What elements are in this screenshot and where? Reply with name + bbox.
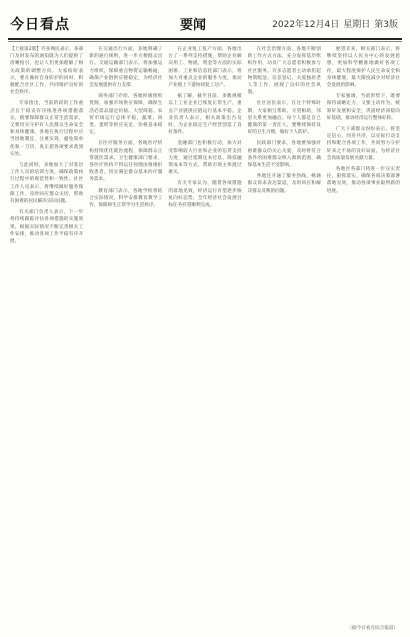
article-paragraph: 在医疗服务方面，各地医疗机构持续优化就医流程，保障群众正常就医需求。卫生健康部门要求，各医疗机构不得以任何理由推诿拒收患者，切实满足群众基本医疗服务需求。: [89, 141, 163, 183]
issue-weekday: 星期日: [343, 20, 371, 30]
article-paragraph: 展望未来，相关部门表示，将继续坚持以人民为中心的发展思想，更加科学精准地做好各项工作，最大程度保护人民生命安全和身体健康，最大限度减少对经济社会发展的影响。: [326, 47, 400, 89]
article-paragraph: 有关专家认为，随着各项措施的落地见效，经济运行有望逐步恢复向好态势，全年经济社会发展目标任务有望顺利完成。: [168, 181, 242, 209]
article-paragraph: 在企业复工复产方面，各地出台了一系列支持措施，帮助企业解决用工、物流、资金等方面的实际困难。工业和信息化部门表示，将加大对重点企业的服务力度，推动产业链上下游协同复工达产。: [168, 47, 242, 89]
article-paragraph: 有关部门负责人表示，下一步将持续跟踪评估各项措施的实施效果，根据实际情况不断完善相关工作安排，推动各项工作平稳有序开展。: [10, 210, 84, 245]
article-column-2: [89, 46, 162, 626]
masthead-rule: [8, 38, 402, 40]
article-column-3: [168, 46, 241, 626]
article-paragraph: 各地区各部门将进一步压实责任，狠抓落实，确保各项决策部署落地见效，推动各项事业取得新的进展。: [326, 167, 400, 194]
article-column-1: [10, 46, 83, 626]
masthead-rule-thin: [8, 41, 402, 42]
article-paragraph: 金融部门也积极行动，加大对受影响较大行业和企业的信贷支持力度，通过延期还本付息、降低融资成本等方式，帮助市场主体渡过难关。: [168, 141, 242, 176]
article-paragraph: 各地还开通了服务热线，畅通群众诉求表达渠道，及时回应和解决群众反映的问题。: [247, 174, 321, 194]
article-paragraph: 教育部门表示，各地学校将结合实际情况，科学安排教育教学工作，保障师生正常学习生活秩序。: [89, 188, 163, 209]
article-paragraph: 在交通出行方面，多地明确了新的通行规则，进一步方便群众出行。交通运输部门表示，将加强运力组织，保障重点物资运输畅通，确保产业链供应链稳定，为经济社会发展提供有力支撑。: [89, 47, 163, 89]
article-paragraph: 在社会治理方面，各地不断创新工作方式方法，充分发挥基层组织作用，动员广大志愿者积极参与社区服务。许多志愿者主动承担起物资配送、信息登记、关爱独居老人等工作，展现了良好的社会风貌。: [247, 47, 321, 96]
article-columns: [10, 46, 400, 626]
article-paragraph: 专家强调，当前形势下，既要保持战略定力，又要主动作为，统筹好发展和安全，巩固经济回稳向好基础，推动经济运行整体好转。: [326, 94, 400, 121]
source-note: （据今日看点综合报道）: [347, 626, 398, 631]
article-paragraph: 与此同时，多地加大了对基层工作人员的培训力度，确保政策执行过程中的规范性和一致性。社区工作人员表示，将继续做好服务保障工作，及时回应群众关切，帮助有困难的居民解决实际问题。: [10, 163, 84, 205]
masthead: [0, 0, 410, 44]
article-paragraph: 社区居民表示，在这个特殊时期，大家相互帮助、守望相助，邻里关系更加融洽。每个人都是自己健康的第一责任人，要继续保持良好的卫生习惯，做好个人防护。: [247, 101, 321, 136]
newspaper-logo: 今日看点: [10, 17, 70, 33]
page-number: 第3版: [374, 20, 398, 30]
issue-date: 2022年12月4日: [272, 20, 340, 30]
article-paragraph: 商务部门介绍，各地积极组织货源，加强市场供应保障，确保生活必需品量足价稳。大型商超、农贸市场运行总体平稳，蔬菜、肉类、蛋奶等供应充足，价格基本稳定。: [89, 94, 163, 136]
section-title: 要闻: [180, 18, 207, 33]
article-column-5: [327, 46, 400, 626]
article-column-4: [248, 46, 321, 626]
article-paragraph: 专家指出，当前阶段的工作重点在于稳妥有序推进各项措施落实，既要保障群众正常生活需求，又要切实守护好人民群众生命安全和身体健康。各地在执行过程中应当因地制宜，注重实效，避免简单化和一刀切，真正把各项要求落到实处。: [10, 101, 84, 157]
article-paragraph: 【上接第2版】许多网民表示，多部门及时发布的通知既为人们提供了清晰指引，也让人们更加理解了相关政策的调整方向。大家纷纷表示，要在做好自身防护的同时，积极配合社区工作，共同维护良好的社会秩序。: [10, 47, 84, 96]
dateline: [272, 17, 398, 30]
article-paragraph: 广大干部群众纷纷表示，将坚定信心、同舟共济，以实际行动支持和配合各项工作，共同努力守护好来之不易的良好局面，为经济社会高质量发展贡献力量。: [326, 127, 400, 161]
article-paragraph: 据了解，截至目前，多数规模以上工业企业已恢复正常生产，重点产业链供应链运行基本平稳。企业负责人表示，相关政策出台及时，为企业稳定生产经营创造了良好条件。: [168, 94, 242, 136]
article-paragraph: 民政部门要求，各地要加强对困难群众的关心关爱，及时将符合条件的困难群众纳入救助范围，确保基本生活不受影响。: [247, 141, 321, 169]
